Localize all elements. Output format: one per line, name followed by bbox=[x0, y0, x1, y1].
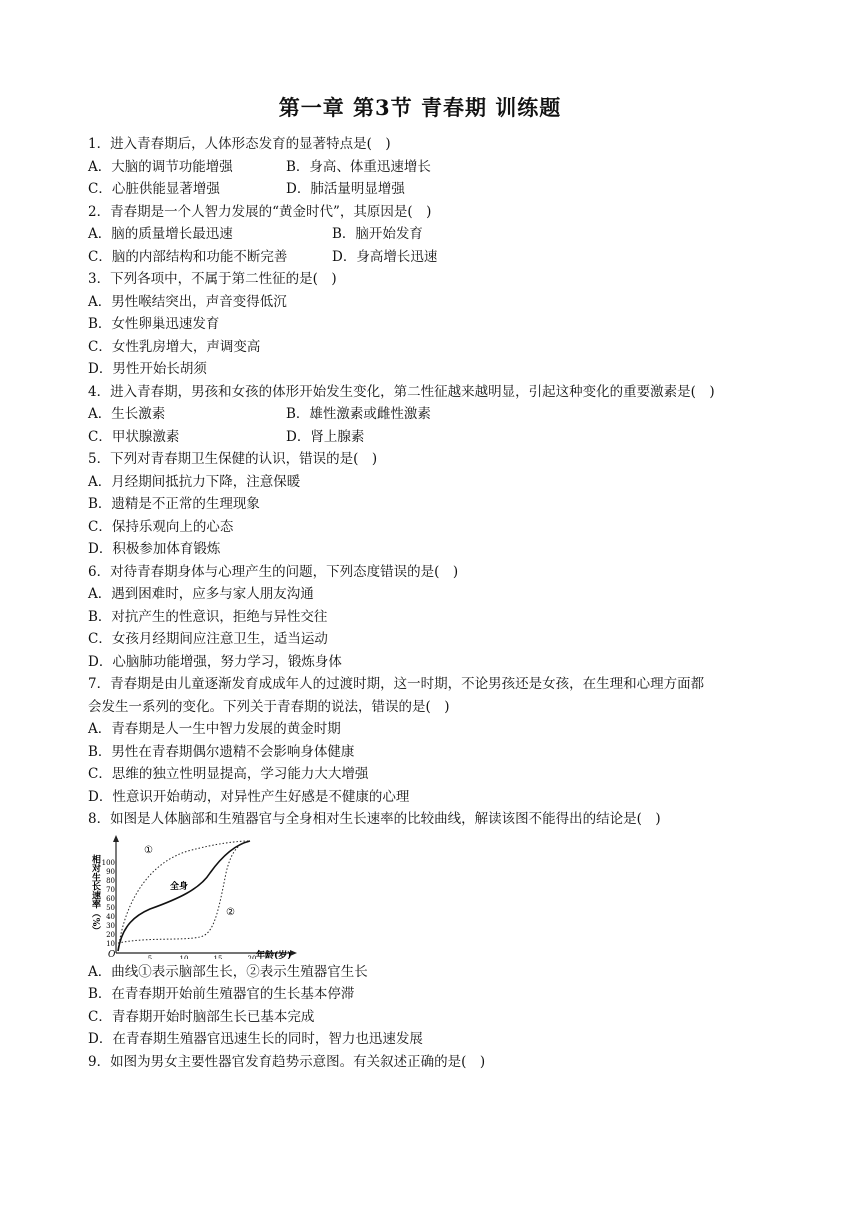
question-7-option-c[interactable]: C．思维的独立性明显提高，学习能力大大增强 bbox=[88, 766, 369, 782]
question-4-option-d[interactable]: D．肾上腺素 bbox=[286, 428, 365, 445]
question-3-option-c[interactable]: C．女性乳房增大，声调变高 bbox=[88, 338, 261, 355]
question-5-option-b[interactable]: B．遗精是不正常的生理现象 bbox=[88, 496, 260, 512]
question-6-option-c[interactable]: C．女孩月经期间应注意卫生，适当运动 bbox=[88, 631, 328, 647]
question-1-options-row-2 bbox=[88, 178, 788, 201]
brain-curve bbox=[118, 841, 250, 951]
reproductive-curve-label: ② bbox=[226, 906, 235, 918]
x-tick-20: 20 bbox=[247, 954, 257, 959]
growth-rate-chart bbox=[88, 833, 318, 959]
question-8-option-b[interactable]: B．在青春期开始前生殖器官的生长基本停滞 bbox=[88, 986, 355, 1002]
body-curve-label: 全身 bbox=[170, 881, 189, 892]
question-9-stem: 9．如图为男女主要性器官发育趋势示意图。有关叙述正确的是( ) bbox=[88, 1053, 486, 1070]
question-5-option-c[interactable]: C．保持乐观向上的心态 bbox=[88, 518, 234, 535]
y-tick-60: 60 bbox=[106, 894, 115, 903]
y-tick-100: 100 bbox=[101, 858, 115, 867]
question-1-option-a[interactable]: A．大脑的调节功能增强 bbox=[88, 158, 233, 175]
chart-y-axis-arrow bbox=[113, 835, 119, 842]
chart-xlabel: 年龄(岁) bbox=[256, 950, 292, 959]
chart-ylabel: 相对生长速率（%） bbox=[90, 854, 100, 935]
question-2-option-a[interactable]: A．脑的质量增长最迅速 bbox=[88, 226, 233, 242]
reproductive-curve bbox=[118, 841, 250, 943]
question-2-option-d[interactable]: D．身高增长迅速 bbox=[332, 248, 438, 265]
question-4-stem: 4．进入青春期，男孩和女孩的体形开始发生变化，第二性征越来越明显，引起这种变化的重要激素是( ) bbox=[88, 383, 715, 400]
chart-origin: O bbox=[108, 949, 116, 959]
question-4-option-a[interactable]: A．生长激素 bbox=[88, 406, 166, 422]
question-1-options-row-1 bbox=[88, 156, 788, 179]
question-2-stem: 2．青春期是一个人智力发展的“黄金时代”，其原因是( ) bbox=[88, 203, 432, 220]
question-2-option-b[interactable]: B．脑开始发育 bbox=[332, 226, 423, 242]
chart-x-ticks bbox=[148, 955, 257, 959]
question-8-stem: 8．如图是人体脑部和生殖器官与全身相对生长速率的比较曲线，解读该图不能得出的结论是( ) bbox=[88, 811, 661, 827]
question-6-option-d[interactable]: D．心脑肺功能增强，努力学习，锻炼身体 bbox=[88, 653, 342, 670]
question-1-stem: 1．进入青春期后，人体形态发育的显著特点是( ) bbox=[88, 136, 391, 152]
question-7-stem-line-1: 7．青春期是由儿童逐渐发育成成年人的过渡时期，这一时期，不论男孩还是女孩，在生理和心理方面都 bbox=[88, 676, 705, 692]
x-tick-15: 15 bbox=[213, 954, 223, 959]
question-7-option-b[interactable]: B．男性在青春期偶尔遗精不会影响身体健康 bbox=[88, 743, 355, 760]
question-8-option-a[interactable]: A．曲线①表示脑部生长，②表示生殖器官生长 bbox=[88, 963, 368, 980]
question-4-option-b[interactable]: B．雄性激素或雌性激素 bbox=[286, 406, 431, 422]
question-7-option-a[interactable]: A．青春期是人一生中智力发展的黄金时期 bbox=[88, 721, 341, 737]
x-tick-5: 5 bbox=[147, 954, 153, 959]
question-3-option-d[interactable]: D．男性开始长胡须 bbox=[88, 361, 207, 377]
question-2-options-row-2 bbox=[88, 246, 788, 269]
question-1-option-c[interactable]: C．心脏供能显著增强 bbox=[88, 181, 220, 197]
question-2-options-row-1 bbox=[88, 223, 788, 246]
growth-rate-figure bbox=[88, 833, 788, 959]
question-list bbox=[88, 133, 788, 1073]
question-4-option-c[interactable]: C．甲状腺激素 bbox=[88, 428, 180, 445]
y-tick-70: 70 bbox=[106, 885, 115, 894]
chart-y-ticks bbox=[102, 859, 115, 948]
question-3-option-a[interactable]: A．男性喉结突出，声音变得低沉 bbox=[88, 293, 287, 310]
brain-curve-label: ① bbox=[144, 844, 153, 856]
question-7-option-d[interactable]: D．性意识开始萌动，对异性产生好感是不健康的心理 bbox=[88, 788, 410, 805]
question-4-options-row-1 bbox=[88, 403, 788, 426]
question-6-option-b[interactable]: B．对抗产生的性意识，拒绝与异性交往 bbox=[88, 608, 328, 625]
question-4-options-row-2 bbox=[88, 426, 788, 449]
question-1-option-d[interactable]: D．肺活量明显增强 bbox=[286, 181, 405, 197]
question-5-stem: 5．下列对青春期卫生保健的认识，错误的是( ) bbox=[88, 451, 378, 467]
y-tick-30: 30 bbox=[106, 921, 115, 930]
question-3-stem: 3．下列各项中，不属于第二性征的是( ) bbox=[88, 271, 337, 287]
y-tick-50: 50 bbox=[106, 903, 115, 912]
question-5-option-a[interactable]: A．月经期间抵抗力下降，注意保暖 bbox=[88, 473, 301, 490]
question-5-option-d[interactable]: D．积极参加体育锻炼 bbox=[88, 541, 221, 557]
question-6-option-a[interactable]: A．遇到困难时，应多与家人朋友沟通 bbox=[88, 586, 314, 602]
y-tick-80: 80 bbox=[106, 876, 115, 885]
page-title: 第一章 第3节 青春期 训练题 bbox=[278, 95, 562, 120]
question-6-stem: 6．对待青春期身体与心理产生的问题，下列态度错误的是( ) bbox=[88, 563, 459, 580]
y-tick-40: 40 bbox=[106, 912, 115, 921]
question-7-stem-line-2: 会发生一系列的变化。下列关于青春期的说法，错误的是( ) bbox=[88, 698, 450, 715]
y-tick-90: 90 bbox=[106, 867, 115, 876]
y-tick-10: 10 bbox=[106, 939, 115, 948]
question-1-option-b[interactable]: B．身高、体重迅速增长 bbox=[286, 158, 431, 175]
body-curve bbox=[118, 841, 250, 951]
question-8-option-c[interactable]: C．青春期开始时脑部生长已基本完成 bbox=[88, 1008, 315, 1025]
question-3-option-b[interactable]: B．女性卵巢迅速发育 bbox=[88, 316, 220, 332]
y-tick-20: 20 bbox=[106, 930, 115, 939]
x-tick-10: 10 bbox=[179, 954, 189, 959]
question-8-option-d[interactable]: D．在青春期生殖器官迅速生长的同时，智力也迅速发展 bbox=[88, 1031, 423, 1047]
question-2-option-c[interactable]: C．脑的内部结构和功能不断完善 bbox=[88, 248, 288, 265]
